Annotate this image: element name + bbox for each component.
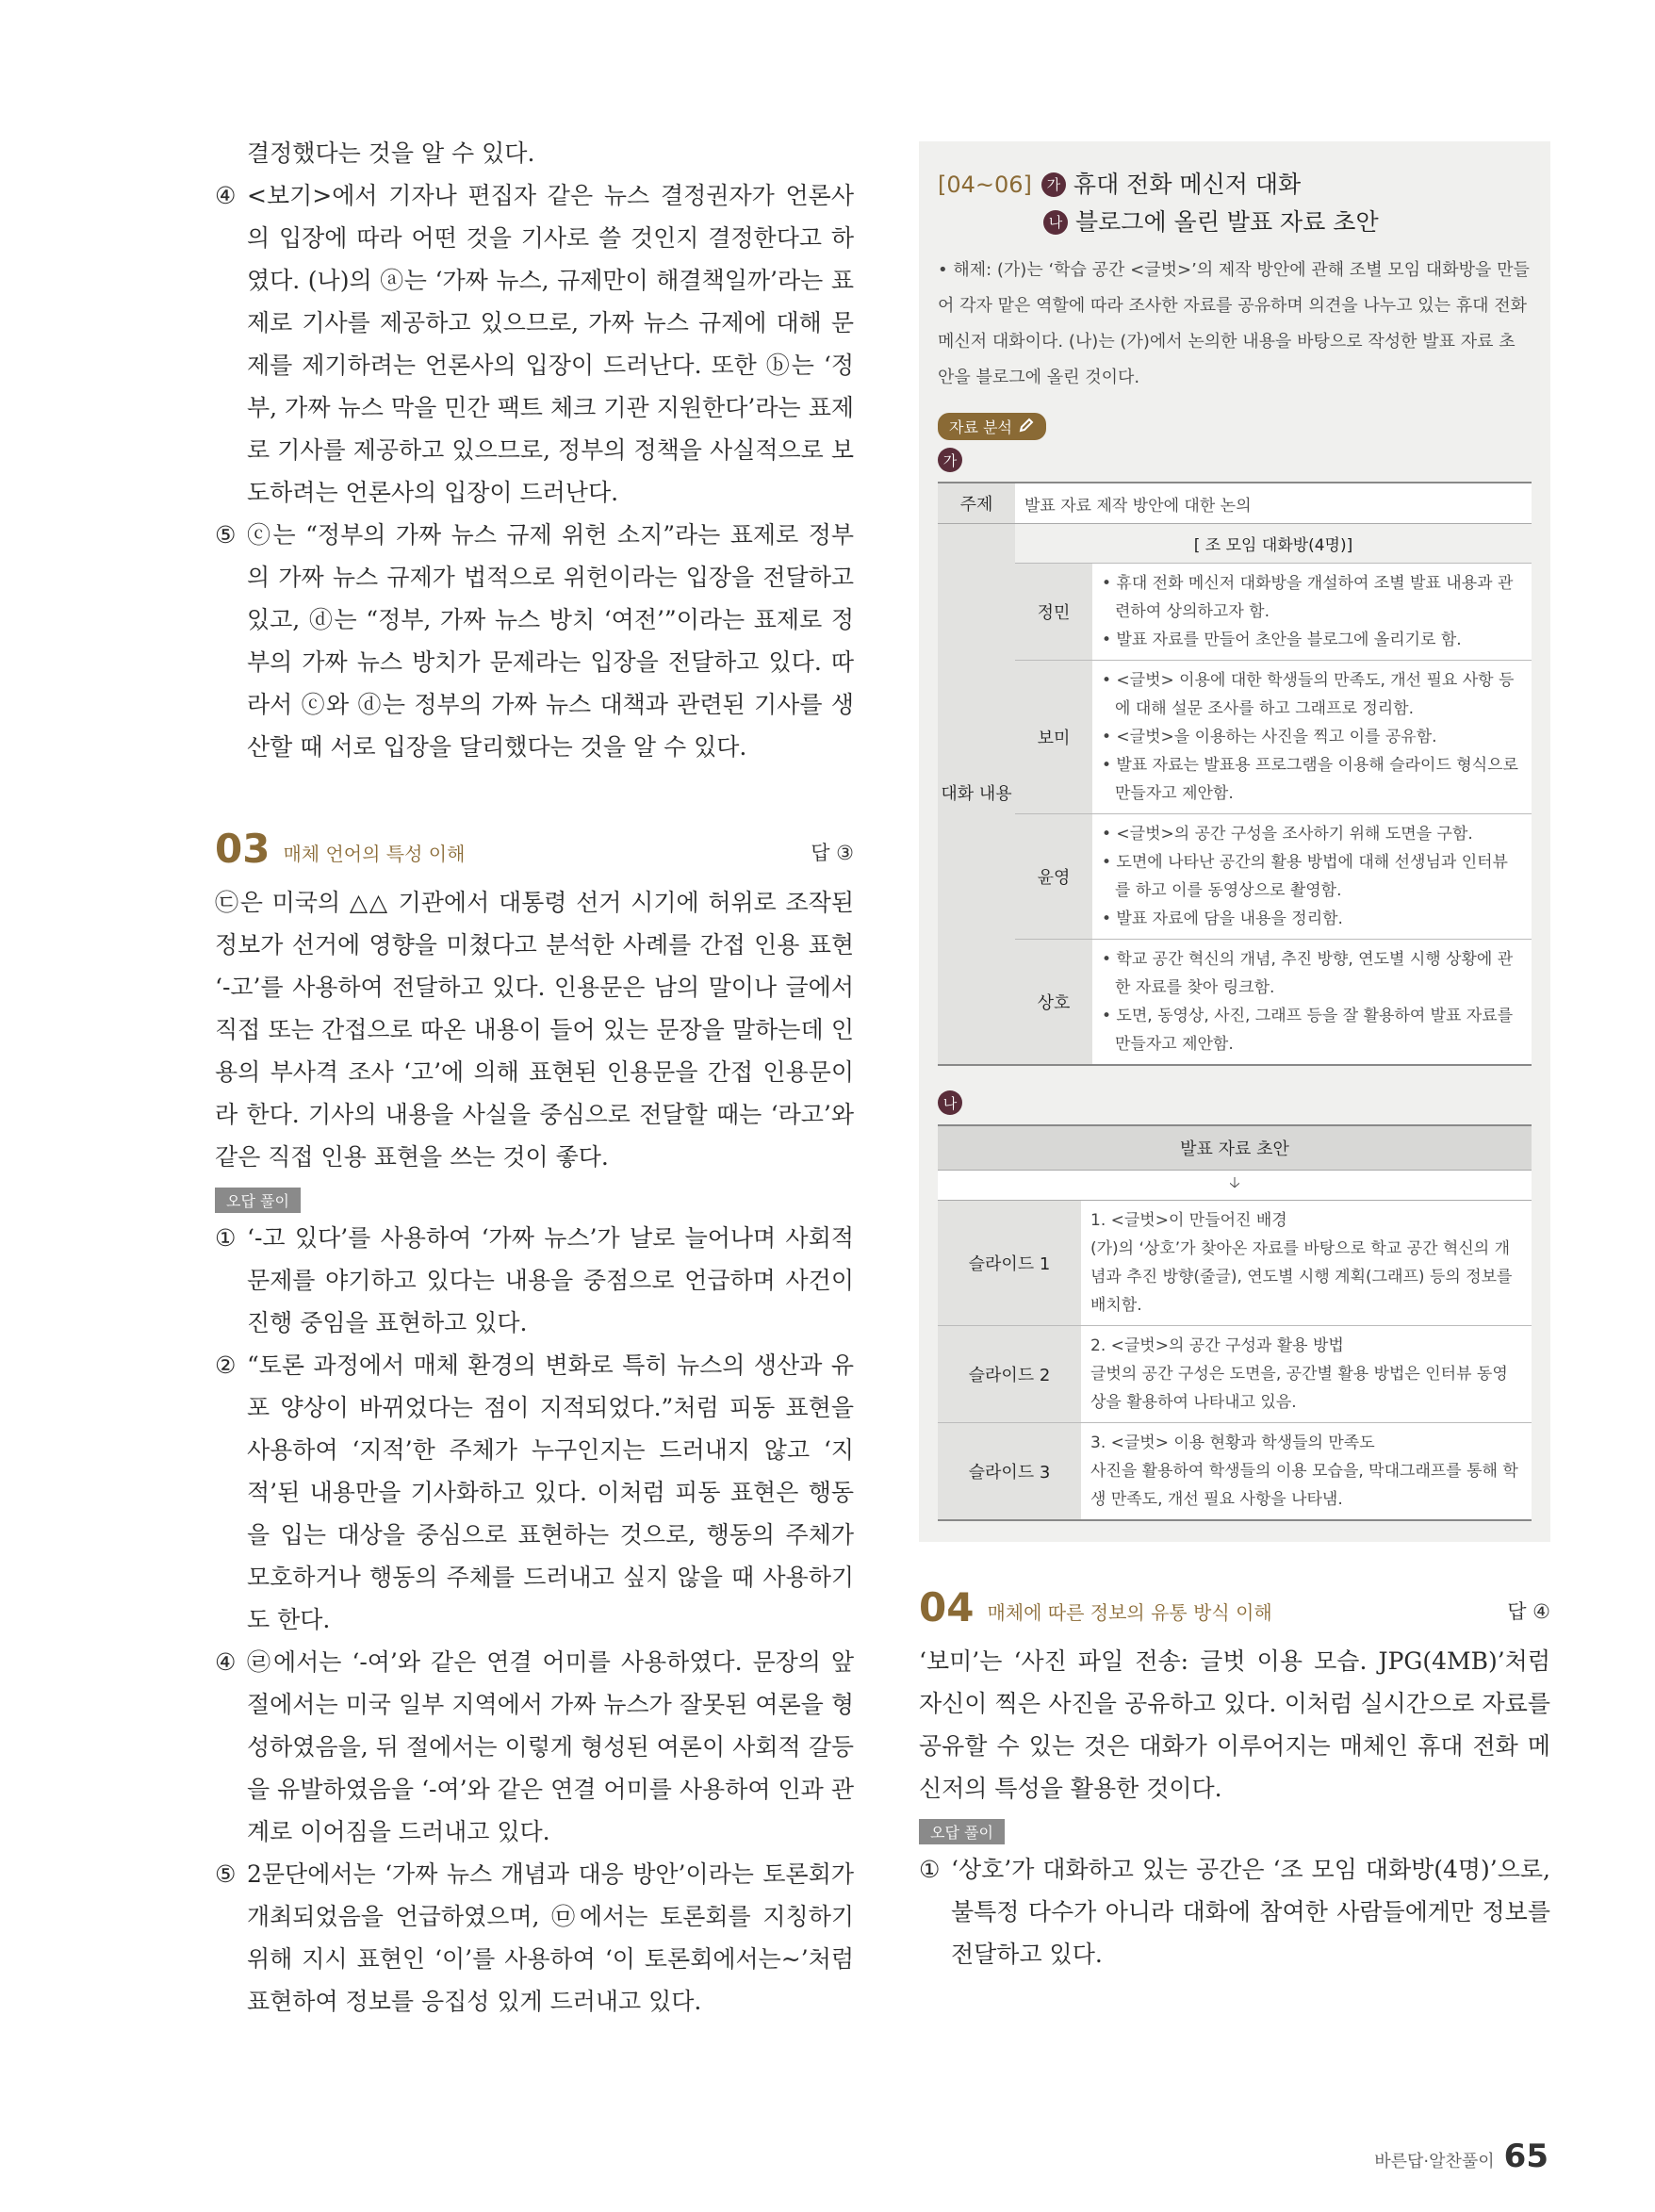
- arrow-down-icon: 🡣: [938, 1171, 1532, 1201]
- room-title: [ 조 모임 대화방(4명)]: [1015, 524, 1532, 564]
- section-03-body: ㉢은 미국의 △△ 기관에서 대통령 선거 시기에 허위로 조작된 정보가 선거에 영향을 미쳤다고 분석한 사례를 간접 인용 표현 ‘-고’를 사용하여 전달하고 있다. 인용문은 남의 말이나 글에서 직접 또는 간접으로 따온 내용이 들어 있는 문장을 말하는데 인용의 부사격 조사 ‘고’에 의해 표현된 인용문을 간접 인용문이라 한다. 기사의 내용을 사실을 중심으로 전달할 때는 ‘라고’와 같은 직접 인용 표현을 쓰는 것이 좋다.: [215, 889, 854, 1171]
- title-ga: 휴대 전화 메신저 대화: [1073, 171, 1302, 198]
- left-column: [215, 132, 854, 2023]
- na-marker-icon: 나: [938, 1090, 962, 1115]
- topic-label: 주제: [938, 483, 1015, 524]
- na-circle-icon: 나: [1043, 210, 1068, 235]
- speaker-name: 정민: [1015, 564, 1092, 661]
- list-item: ① ‘상호’가 대화하고 있는 공간은 ‘조 모임 대화방(4명)’으로, 불특정 다수가 아니라 대화에 참여한 사람들에게만 정보를 전달하고 있다.: [919, 1856, 1550, 1968]
- table-row: 정민 • 휴대 전화 메신저 대화방을 개설하여 조별 발표 내용과 관련하여 상의하고자 함. • 발표 자료를 만들어 초안을 블로그에 올리기로 함.: [938, 564, 1532, 661]
- speaker-name: 보미: [1015, 661, 1092, 814]
- ga-marker-icon: 가: [938, 448, 962, 472]
- table-row: [938, 1423, 1532, 1521]
- list-item: ⑤ 2문단에서는 ‘가짜 뉴스 개념과 대응 방안’이라는 토론회가 개최되었음을 언급하였으며, ㉤에서는 토론회를 지칭하기 위해 지시 표현인 ‘이’를 사용하여 ‘이 토론회에서는~’처럼 표현하여 정보를 응집성 있게 드러내고 있다.: [215, 1860, 854, 2015]
- list-item: ① ‘-고 있다’를 사용하여 ‘가짜 뉴스’가 날로 늘어나며 사회적 문제를 야기하고 있다는 내용을 중점으로 언급하며 사건이 진행 중임을 표현하고 있다.: [215, 1224, 854, 1336]
- slide-label: 슬라이드 1: [938, 1201, 1081, 1326]
- slide-content: 3. <글벗> 이용 현황과 학생들의 만족도 사진을 활용하여 학생들의 이용 모습을, 막대그래프를 통해 학생 만족도, 개선 필요 사항을 나타냄.: [1081, 1423, 1532, 1521]
- passage-panel: [919, 141, 1550, 1542]
- wrong-answer-tag: 오답 풀이: [215, 1188, 301, 1213]
- analysis-badge: 자료 분석: [938, 413, 1046, 440]
- slide-content: 2. <글벗>의 공간 구성과 활용 방법 글벗의 공간 구성은 도면을, 공간별 활용 방법은 인터뷰 동영상을 활용하여 나타내고 있음.: [1081, 1326, 1532, 1423]
- slide-label: 슬라이드 2: [938, 1326, 1081, 1423]
- right-column: [919, 141, 1550, 1975]
- question-range: [04~06]: [938, 172, 1032, 198]
- section-number: 04: [919, 1584, 975, 1630]
- answer-label: 답 ③: [811, 842, 854, 864]
- title-na: 블로그에 올린 발표 자료 초안: [1075, 208, 1379, 236]
- wrong-answer-tag: 오답 풀이: [919, 1819, 1005, 1844]
- section-number: 03: [215, 826, 270, 872]
- draft-header: 발표 자료 초안: [938, 1125, 1532, 1171]
- section-title: 매체에 따른 정보의 유통 방식 이해: [987, 1601, 1272, 1624]
- table-row: 보미 • <글벗> 이용에 대한 학생들의 만족도, 개선 필요 사항 등에 대해 설문 조사를 하고 그래프로 정리함. • <글벗>을 이용하는 사진을 찍고 이를 공유함. • 발표 자료는 발표용 프로그램을 이용해 슬라이드 형식으로 만들자고 제안함.: [938, 661, 1532, 814]
- topic-value: 발표 자료 제작 방안에 대한 논의: [1015, 483, 1532, 524]
- panel-title-line-2: [938, 204, 1532, 241]
- conversation-side-label: 대화 내용: [938, 524, 1015, 1066]
- list-item: ② “토론 과정에서 매체 환경의 변화로 특히 뉴스의 생산과 유포 양상이 바뀌었다는 점이 지적되었다.”처럼 피동 표현을 사용하여 ‘지적’한 주체가 누구인지는 드러내지 않고 ‘지적’된 내용만을 기사화하고 있다. 이처럼 피동 표현은 행동을 입는 대상을 중심으로 표현하는 것으로, 행동의 주체가 모호하거나 행동의 주체를 드러내고 싶지 않을 때 사용하기도 한다.: [215, 1352, 854, 1633]
- page-number: 65: [1503, 2138, 1548, 2175]
- haeje-text: • 해제: (가)는 ‘학습 공간 <글벗>’의 제작 방안에 관해 조별 모임 대화방을 만들어 각자 맡은 역할에 따라 조사한 자료를 공유하며 의견을 나누고 있는 휴대 전화 메신저 대화이다. (나)는 (가)에서 논의한 내용을 바탕으로 작성한 발표 자료 초안을 블로그에 올린 것이다.: [938, 260, 1530, 387]
- list-item: ④ <보기>에서 기자나 편집자 같은 뉴스 결정권자가 언론사의 입장에 따라 어떤 것을 기사로 쓸 것인지 결정한다고 하였다. (나)의 ⓐ는 ‘가짜 뉴스, 규제만이 해결책일까’라는 표제로 기사를 제공하고 있으므로, 가짜 뉴스 규제에 대해 문제를 제기하려는 언론사의 입장이 드러난다. 또한 ⓑ는 ‘정부, 가짜 뉴스 막을 민간 팩트 체크 기관 지원한다’라는 표제로 기사를 제공하고 있으므로, 정부의 정책을 사실적으로 보도하려는 언론사의 입장이 드러난다.: [215, 182, 854, 506]
- section-04-header: [919, 1584, 1550, 1630]
- table-row: 상호 • 학교 공간 혁신의 개념, 추진 방향, 연도별 시행 상황에 관한 자료를 찾아 링크함. • 도면, 동영상, 사진, 그래프 등을 잘 활용하여 발표 자료를 만들자고 제안함.: [938, 940, 1532, 1066]
- table-row: [938, 1326, 1532, 1423]
- panel-title-line-1: [938, 166, 1532, 204]
- list-item: ⑤ ⓒ는 “정부의 가짜 뉴스 규제 위헌 소지”라는 표제로 정부의 가짜 뉴스 규제가 법적으로 위헌이라는 입장을 전달하고 있고, ⓓ는 “정부, 가짜 뉴스 방치 ‘여전’”이라는 표제로 정부의 가짜 뉴스 방치가 문제라는 입장을 전달하고 있다. 따라서 ⓒ와 ⓓ는 정부의 가짜 뉴스 대책과 관련된 기사를 생산할 때 서로 입장을 달리했다는 것을 알 수 있다.: [215, 521, 854, 761]
- pencil-icon: [1018, 417, 1035, 437]
- section-03-header: [215, 828, 854, 870]
- section-title: 매체 언어의 특성 이해: [283, 843, 466, 865]
- speaker-name: 상호: [1015, 940, 1092, 1066]
- ga-circle-icon: 가: [1041, 172, 1066, 197]
- slide-label: 슬라이드 3: [938, 1423, 1081, 1521]
- footer-text: 바른답·알찬풀이: [1374, 2152, 1495, 2171]
- section-04-body: ‘보미’는 ‘사진 파일 전송: 글벗 이용 모습. JPG(4MB)’처럼 자신이 찍은 사진을 공유하고 있다. 이처럼 실시간으로 자료를 공유할 수 있는 것은 대화가 이루어지는 매체인 휴대 전화 메신저의 특성을 활용한 것이다.: [919, 1647, 1550, 1802]
- table-row: 윤영 • <글벗>의 공간 구성을 조사하기 위해 도면을 구함. • 도면에 나타난 공간의 활용 방법에 대해 선생님과 인터뷰를 하고 이를 동영상으로 촬영함. • 발표 자료에 담을 내용을 정리함.: [938, 814, 1532, 940]
- slide-content: 1. <글벗>이 만들어진 배경 (가)의 ‘상호’가 찾아온 자료를 바탕으로 학교 공간 혁신의 개념과 추진 방향(줄글), 연도별 시행 계획(그래프) 등의 정보를 배치함.: [1081, 1201, 1532, 1326]
- table-row: [938, 1201, 1532, 1326]
- page-footer: [1374, 2138, 1548, 2175]
- speaker-name: 윤영: [1015, 814, 1092, 940]
- list-item: ④ ㉣에서는 ‘-여’와 같은 연결 어미를 사용하였다. 문장의 앞 절에서는 미국 일부 지역에서 가짜 뉴스가 잘못된 여론을 형성하였음을, 뒤 절에서는 이렇게 형성된 여론이 사회적 갈등을 유발하였음을 ‘-여’와 같은 연결 어미를 사용하여 인과 관계로 이어짐을 드러내고 있다.: [215, 1648, 854, 1845]
- answer-label: 답 ④: [1507, 1600, 1550, 1623]
- ga-table: [938, 482, 1532, 1066]
- intro-line: 결정했다는 것을 알 수 있다.: [247, 139, 535, 167]
- na-table: [938, 1124, 1532, 1521]
